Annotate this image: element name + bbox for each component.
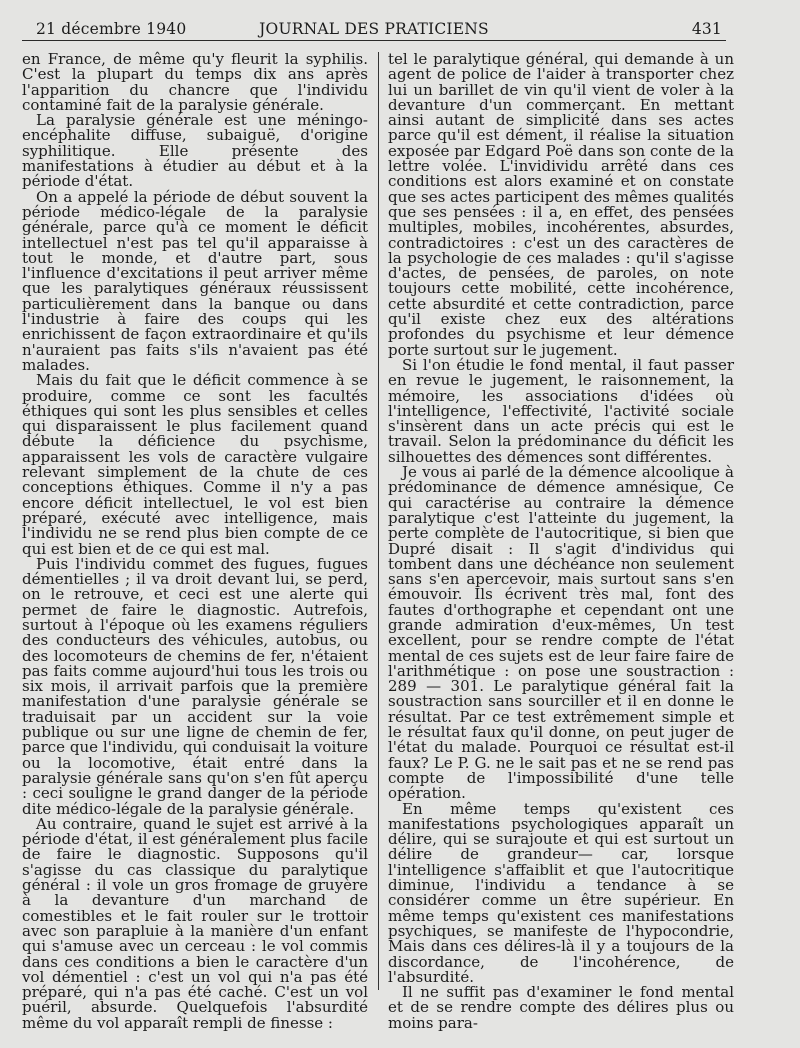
- paragraph: Puis l'individu commet des fugues, fugues démentielles ; il va droit devant lui, se perd, on le retrouve, et ceci est une alerte qui permet de faire le diagnostic. Autrefois, surtout à l'époque où les examens réguliers des conducteurs des véhicules, autobus, ou des locomoteurs de chemins de fer, n'étaient pas faits comme aujourd'hui tous les trois ou six mois, il arrivait parfois que la première manifestation d'une paralysie générale se traduisait par un accident sur la voie publique ou sur une ligne de chemin de fer, parce que l'individu, qui conduisait la voiture ou la locomotive, était entré dans la paralysie générale sans qu'on s'en fût aperçu : ceci souligne le grand danger de la période dite médico-légale de la paralysie générale.: [22, 554, 368, 818]
- page-number: 431: [691, 20, 722, 38]
- paragraph: En même temps qu'existent ces manifestations psychologiques apparaît un délire, qui se surajoute et qui est surtout un délire de grandeur— car, lorsque l'intelligence s'affaiblit et que l'autocritique diminue, l'individu a tendance à se considérer comme un être supérieur. En même temps qu'existent ces manifestations psychiques, se manifeste de l'hypocondrie, Mais dans ces délires-là il y a toujours de la discordance, de l'incohérence, de l'absurdité.: [388, 799, 734, 986]
- paragraph: Mais du fait que le déficit commence à se produire, comme ce sont les facultés éthiques qui sont les plus sensibles et celles qui disparaissent le plus facilement quand débute la déficience du psychisme, apparaissent les vols de caractère vulgaire relevant simplement de la chute de ces conceptions éthiques. Comme il n'y a pas encore déficit intellectuel, le vol est bien préparé, exécuté avec intelligence, mais l'individu ne se rend plus bien compte de ce qui est bien et de ce qui est mal.: [22, 371, 368, 558]
- column-divider: [378, 52, 379, 990]
- journal-title: JOURNAL DES PRATICIENS: [259, 20, 489, 38]
- paragraph: On a appelé la période de début souvent la période médico-légale de la paralysie générale, parce qu'à ce moment le déficit intellectuel n'est pas tel qu'il apparaisse à tout le monde, et d'autre part, sous l'influence d'excitations il peut arriver même que les paralytiques généraux réussissent particulièrement dans la banque ou dans l'industrie à faire des coups qui les enrichissent de façon extraordinaire et qu'ils n'auraient pas faits s'ils n'avaient pas été malades.: [22, 187, 368, 374]
- running-header: [22, 16, 726, 41]
- paragraph: Je vous ai parlé de la démence alcoolique à prédominance de démence amnésique, Ce qui caractérise au contraire la démence paralytique c'est l'atteinte du jugement, la perte complète de l'autocritique, si bien que Dupré disait : Il s'agit d'individus qui tombent dans une déchéance non seulement sans s'en apercevoir, mais surtout sans s'en émouvoir. Ils écrivent très mal, font des fautes d'orthographe et cependant ont une grande admiration d'eux-mêmes, Un test excellent, pour se rendre compte de l'état mental de ces sujets est de leur faire faire de l'arithmétique : on pose une soustraction : 289 — 301. Le paralytique général fait la soustraction sans sourciller et il en donne le résultat. Par ce test extrêmement simple et le résultat faux qu'il donne, on peut juger de l'état du malade. Pourquoi ce résultat est-il faux? Le P. G. ne le sait pas et ne se rend pas compte de l'impossibilité d'une telle opération.: [388, 463, 734, 803]
- paragraph: en France, de même qu'y fleurit la syphilis. C'est la plupart du temps dix ans après l'apparition du chancre que l'individu contaminé fait de la paralysie générale.: [22, 50, 368, 114]
- left-column: [22, 52, 368, 1031]
- header-date: 21 décembre 1940: [36, 20, 187, 38]
- paragraph: Si l'on étudie le fond mental, il faut passer en revue le jugement, le raisonnement, la mémoire, les associations d'idées où l'intelligence, l'effectivité, l'activité sociale s'insèrent dans un acte précis qui est le travail. Selon la prédominance du déficit les silhouettes des démences sont différentes.: [388, 355, 734, 466]
- paragraph: Il ne suffit pas d'examiner le fond mental et de se rendre compte des délires plus ou moins para-: [388, 983, 734, 1032]
- paragraph: Au contraire, quand le sujet est arrivé à la période d'état, il est généralement plus facile de faire le diagnostic. Supposons qu'il s'agisse du cas classique du paralytique général : il vole un gros fromage de gruyère à la devanture d'un marchand de comestibles et le fait rouler sur le trottoir avec son parapluie à la manière d'un enfant qui s'amuse avec un cerceau : le vol commis dans ces conditions a bien le caractère d'un vol démentiel : c'est un vol qui n'a pas été préparé, qui n'a pas été caché. C'est un vol puéril, absurde. Quelquefois l'absurdité même du vol apparaît rempli de finesse :: [22, 814, 368, 1032]
- paragraph: La paralysie générale est une méningo-encéphalite diffuse, subaiguë, d'origine syphilitique. Elle présente des manifestations à étudier au début et à la période d'état.: [22, 111, 368, 191]
- paragraph: tel le paralytique général, qui demande à un agent de police de l'aider à transporter chez lui un barillet de vin qu'il vient de voler à la devanture d'un commerçant. En mettant ainsi autant de simplicité dans ses actes parce qu'il est dément, il réalise la situation exposée par Edgard Poë dans son conte de la lettre volée. L'invidividu arrêté dans ces conditions est alors examiné et on constate que ses actes participent des mêmes qualités que ses pensées : il a, en effet, des pensées multiples, mobiles, incohérentes, absurdes, contradictoires : c'est un des caractères de la psychologie de ces malades : qu'il s'agisse d'actes, de pensées, de paroles, on note toujours cette mobilité, cette incohérence, cette absurdité et cette contradiction, parce qu'il existe chez eux des altérations profondes du psychisme et leur démence porte surtout sur le jugement.: [388, 50, 734, 359]
- right-column: [388, 52, 734, 1031]
